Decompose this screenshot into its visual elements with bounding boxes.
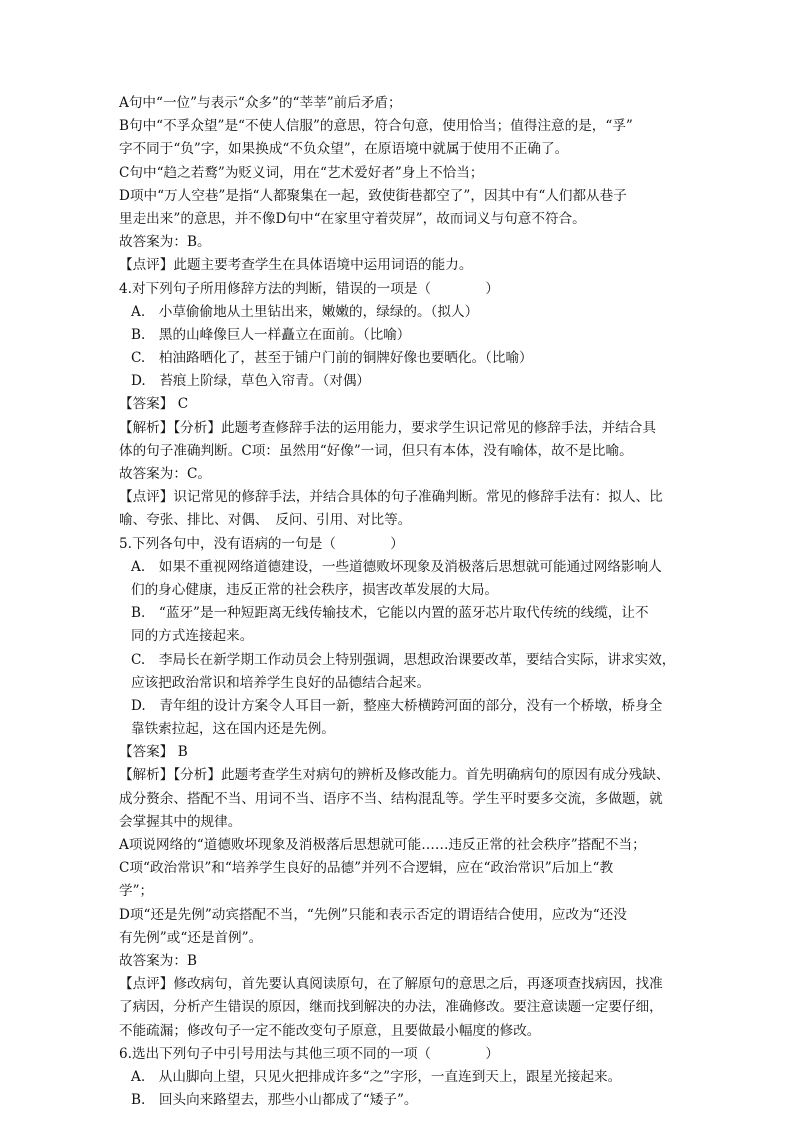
question-5-option-b: B. “蓝牙”是一种短距离无线传输技术，它能以内置的蓝牙芯片取代传统的线缆，让不 <box>131 605 649 622</box>
document-body <box>119 92 679 1112</box>
question-5-analysis: C项“政治常识”和“培养学生良好的品德”并列不合逻辑，应在“政治常识”后加上“教 <box>119 860 614 877</box>
answer-analysis-line: A句中“一位”与表示“众多”的“莘莘”前后矛盾； <box>119 95 402 111</box>
question-4-analysis: 【解析】【分析】此题考查修辞手法的运用能力，要求学生识记常见的修辞手法，并结合具 <box>119 419 656 436</box>
question-5-comment: 了病因，分析产生错误的原因，继而找到解决的办法，准确修改。要注意读题一定要仔细， <box>119 999 663 1016</box>
question-5-analysis: 成分赘余、搭配不当、用词不当、语序不当、结构混乱等。学生平时要多交流，多做题，就 <box>119 790 663 807</box>
question-4-option-b: B. 黑的山峰像巨人一样矗立在面前。（比喻） <box>131 326 411 343</box>
question-5-analysis: 会掌握其中的规律。 <box>119 813 242 830</box>
question-4-stem: 4.对下列句子所用修辞方法的判断，错误的一项是（ ） <box>119 280 499 297</box>
comment-line: 【点评】此题主要考查学生在具体语境中运用词语的能力。 <box>119 257 473 274</box>
question-5-analysis: 学”； <box>119 883 154 900</box>
question-5-stem: 5.下列各句中，没有语病的一句是（ ） <box>119 535 404 552</box>
question-5-answer: 【答案】 B <box>119 744 188 761</box>
answer-analysis-line: C句中“趋之若鹜”为贬义词，用在“艺术爱好者”身上不恰当； <box>119 164 484 181</box>
answer-analysis-line: B句中“不孚众望”是“不使人信服”的意思，符合句意，使用恰当；值得注意的是，“孚” <box>119 118 633 135</box>
question-4-option-a: A. 小草偷偷地从土里钻出来，嫩嫩的，绿绿的。（拟人） <box>131 303 479 320</box>
question-4-comment: 喻、夸张、排比、对偶、 反问、引用、对比等。 <box>119 512 412 529</box>
question-5-analysis: A项说网络的“道德败坏现象及消极落后思想就可能……违反正常的社会秩序”搭配不当； <box>119 837 646 853</box>
question-5-final-answer: 故答案为：B <box>119 952 197 969</box>
question-6-stem: 6.选出下列句子中引号用法与其他三项不同的一项（ ） <box>119 1045 499 1062</box>
question-5-option-c-cont: 应该把政治常识和培养学生良好的品德结合起来。 <box>131 674 431 691</box>
final-answer-line: 故答案为：B。 <box>119 234 211 251</box>
question-5-comment: 【点评】修改病句，首先要认真阅读原句，在了解原句的意思之后，再逐项查找病因，找准 <box>119 976 663 993</box>
question-4-analysis: 体的句子准确判断。C项：虽然用“好像”一词，但只有本体，没有喻体，故不是比喻。 <box>119 442 633 459</box>
question-6-option-a: A. 从山脚向上望，只见火把排成许多“之”字形，一直连到天上，跟星光接起来。 <box>131 1068 622 1085</box>
question-5-option-c: C. 李局长在新学期工作动员会上特别强调，思想政治课要改革，要结合实际，讲求实效， <box>131 651 676 668</box>
question-5-analysis: D项“还是先例”动宾搭配不当，“先例”只能和表示否定的谓语结合使用，应改为“还没 <box>119 906 627 923</box>
question-5-analysis: 【解析】【分析】此题考查学生对病句的辨析及修改能力。首先明确病句的原因有成分残缺、 <box>119 767 670 784</box>
question-5-comment: 不能疏漏；修改句子一定不能改变句子原意，且要做最小幅度的修改。 <box>119 1022 541 1039</box>
question-5-option-a-cont: 们的身心健康，违反正常的社会秩序，损害改革发展的大局。 <box>131 581 499 598</box>
question-5-option-d: D. 青年组的设计方案令人耳目一新，整座大桥横跨河面的部分，没有一个桥墩，桥身全 <box>131 697 663 714</box>
question-4-option-d: D. 苔痕上阶绿，草色入帘青。（对偶） <box>131 373 371 390</box>
question-4-final-answer: 故答案为：C。 <box>119 466 211 482</box>
question-5-option-b-cont: 同的方式连接起来。 <box>131 628 254 645</box>
question-6-option-b: B. 回头向来路望去，那些小山都成了“矮子”。 <box>131 1092 418 1109</box>
question-5-option-d-cont: 靠铁索拉起，这在国内还是先例。 <box>131 721 335 738</box>
question-5-option-a: A. 如果不重视网络道德建设，一些道德败坏现象及消极落后思想就可能通过网络影响人 <box>131 558 662 575</box>
answer-analysis-line: 字不同于“负”字，如果换成“不负众望”，在原语境中就属于使用不正确了。 <box>119 141 569 158</box>
question-4-answer: 【答案】 C <box>119 396 189 413</box>
question-4-comment: 【点评】识记常见的修辞手法，并结合具体的句子准确判断。常见的修辞手法有：拟人、比 <box>119 489 663 506</box>
answer-analysis-line: D项中“万人空巷”是指“人都聚集在一起，致使街巷都空了”，因其中有“人们都从巷子 <box>119 187 627 204</box>
question-5-analysis: 有先例”或“还是首例”。 <box>119 929 263 946</box>
answer-analysis-line: 里走出来”的意思，并不像D句中“在家里守着荧屏”，故而词义与句意不符合。 <box>119 210 586 227</box>
question-4-option-c: C. 柏油路晒化了，甚至于铺户门前的铜牌好像也要晒化。（比喻） <box>131 350 533 367</box>
